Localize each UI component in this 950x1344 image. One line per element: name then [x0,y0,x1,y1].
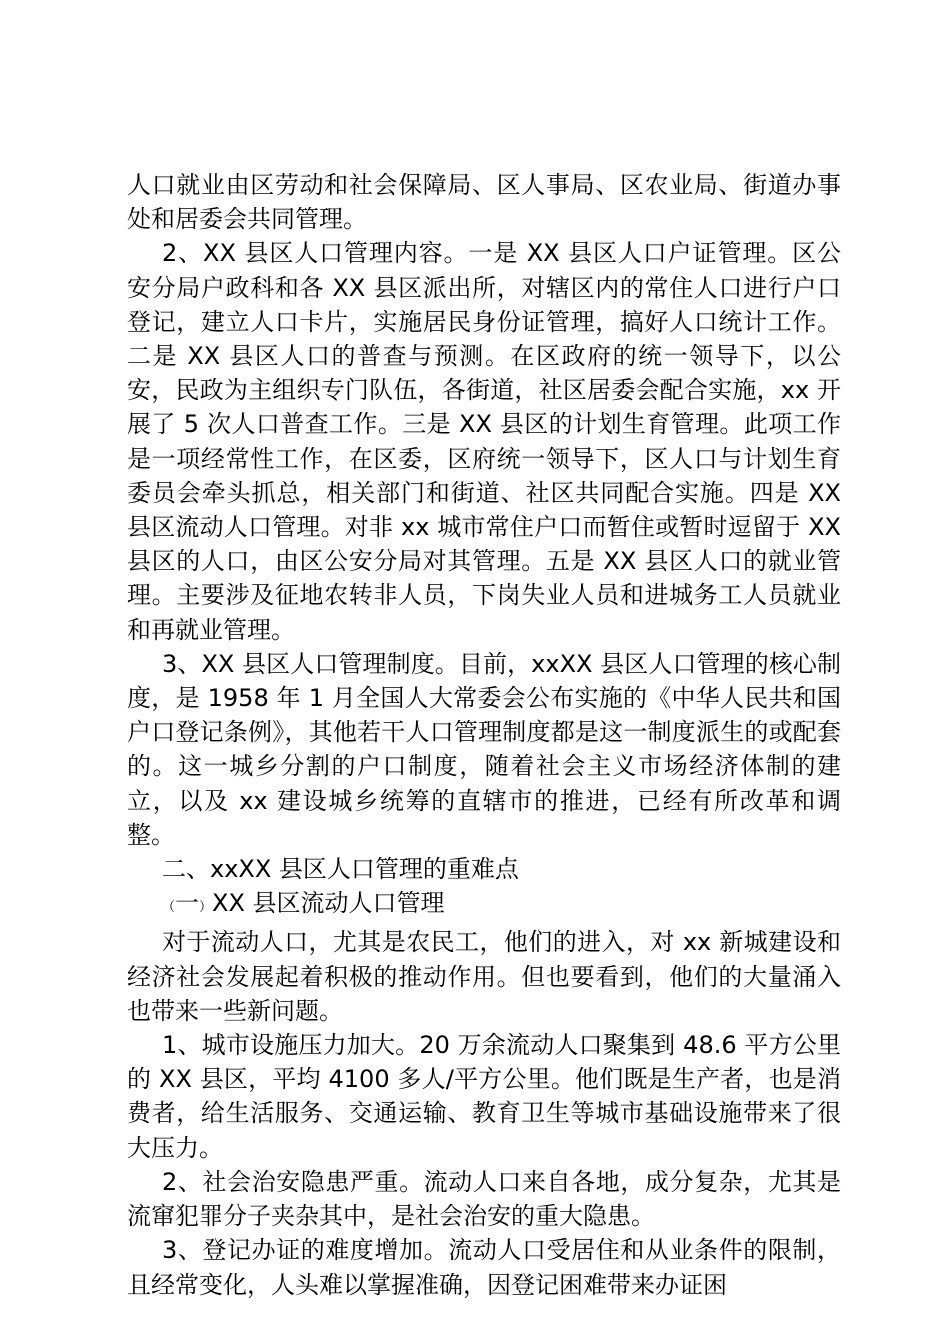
subheading-numeral: 一 [175,889,200,918]
section-heading-key-difficulties: 二、xxXX 县区人口管理的重难点 [162,855,519,884]
open-paren: （ [162,900,176,916]
paragraph-registration-difficulty: 3、登记办证的难度增加。流动人口受居住和从业条件的限制，且经常变化，人头难以掌握准确，因登记困难带来办证困 [127,1236,841,1299]
close-paren: ） [199,900,213,916]
subheading-text: XX 县区流动人口管理 [212,889,445,918]
paragraph-public-security: 2、社会治安隐患严重。流动人口来自各地，成分复杂，尤其是流窜犯罪分子夹杂其中，是社会治安的重大隐患。 [127,1167,841,1231]
body-text [127,168,841,1302]
paragraph-infrastructure-pressure: 1、城市设施压力加大。20 万余流动人口聚集到 48.6 平方公里的 XX 县区，平均 4100 多人/平方公里。他们既是生产者，也是消费者，给生活服务、交通运输、教育卫生等城市基础设施带来了很大压力。 [127,1031,841,1162]
paragraph-management-system: 3、XX 县区人口管理制度。目前，xxXX 县区人口管理的核心制度，是 1958 年 1 月全国人大常委会公布实施的《中华人民共和国户口登记条例》，其他若干人口管理制度都是这一制度派生的或配套的。这一城乡分割的户口制度，随着社会主义市场经济体制的建立，以及 xx 建设城乡统筹的直辖市的推进，已经有所改革和调整。 [127,649,841,849]
paragraph-management-content: 2、XX 县区人口管理内容。一是 XX 县区人口户证管理。区公安分局户政科和各 XX 县区派出所，对辖区内的常住人口进行户口登记，建立人口卡片，实施居民身份证管理，搞好人口统计工作。二是 XX 县区人口的普查与预测。在区政府的统一领导下，以公安，民政为主组织专门队伍，各街道，社区居委会配合实施，xx 开展了 5 次人口普查工作。三是 XX 县区的计划生育管理。此项工作是一项经常性工作，在区委，区府统一领导下，区人口与计划生育委员会牵头抓总，相关部门和街道、社区共同配合实施。四是 XX 县区流动人口管理。对非 xx 城市常住户口而暂住或暂时逗留于 XX 县区的人口，由区公安分局对其管理。五是 XX 县区人口的就业管理。主要涉及征地农转非人员，下岗失业人员和进城务工人员就业和再就业管理。 [127,239,841,644]
subheading-floating-population [127,886,841,925]
paragraph-floating-population-intro: 对于流动人口，尤其是农民工，他们的进入，对 xx 新城建设和经济社会发展起着积极的推动作用。但也要看到，他们的大量涌入也带来一些新问题。 [127,928,841,1025]
paragraph-employment-management: 人口就业由区劳动和社会保障局、区人事局、区农业局、街道办事处和居委会共同管理。 [127,171,841,234]
